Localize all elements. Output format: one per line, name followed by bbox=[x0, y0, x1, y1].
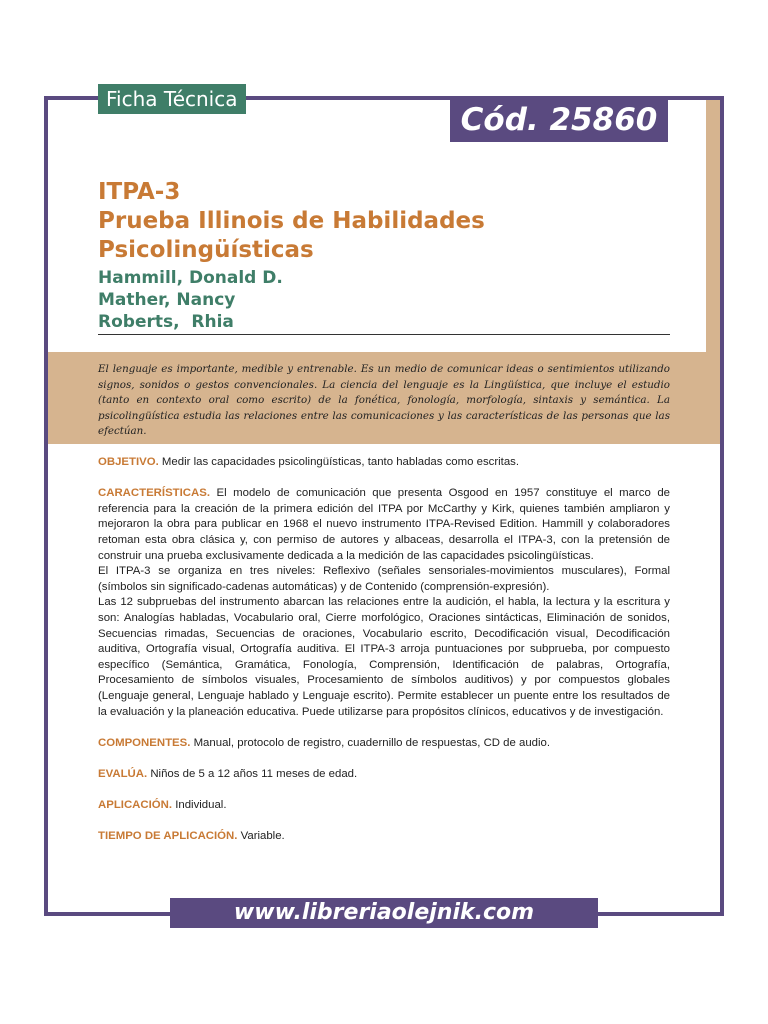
intro-text: El lenguaje es importante, medible y entrenable. Es un medio de comunicar ideas o sentimientos utilizando signos, sonidos o gestos convencionales. La ciencia del lenguaje es la Lingüística, que incluye el estudio (tanto en contexto oral como escrito) de la fonética, fonología, morfología, sintaxis y semántica. La psicolingüística estudia las relaciones entre las comunicaciones y las características de las personas que las efectúan. bbox=[98, 363, 670, 437]
section-text: Manual, protocolo de registro, cuadernillo de respuestas, CD de audio. bbox=[190, 736, 551, 749]
product-code-badge: Cód. 25860 bbox=[450, 98, 668, 142]
authors-list bbox=[98, 267, 283, 333]
section-componentes bbox=[98, 736, 670, 752]
section-paragraph: Las 12 subpruebas del instrumento abarcan las relaciones entre la audición, el habla, la lectura y la escritura y son: Analogías habladas, Vocabulario oral, Cierre morfológico, Oraciones sintácticas, Eliminación de sonidos, Secuencias rimadas, Secuencias de oraciones, Vocabulario escrito, Decodificación visual, Decodificación auditiva, Ortografía visual, Ortografía auditiva. El ITPA-3 arroja puntuaciones por subprueba, por compuesto específico (Semántica, Gramática, Fonología, Comprensión, Identificación de palabras, Ortografía, Procesamiento de símbolos visuales, Procesamiento de símbolos auditivos) y por compuestos globales (Lenguaje general, Lenguaje hablado y Lenguaje escrito). Permite establecer un puente entre los resultados de la evaluación y la planeación educativa. Puede utilizarse para propósitos clínicos, educativos y de investigación. bbox=[98, 596, 670, 718]
section-text: Individual. bbox=[172, 799, 227, 812]
section-label: COMPONENTES. bbox=[98, 736, 191, 749]
author: Mather, Nancy bbox=[98, 290, 236, 310]
section-label: APLICACIÓN. bbox=[98, 799, 173, 812]
title-line-3: Psicolingüísticas bbox=[98, 237, 314, 263]
section-paragraph: El ITPA-3 se organiza en tres niveles: Reflexivo (señales sensoriales-movimientos musculares), Formal (símbolos sin significado-cadenas automáticas) y de Contenido (comprensión-expresión). bbox=[98, 565, 670, 593]
section-text: Medir las capacidades psicolingüísticas, tanto habladas como escritas. bbox=[158, 456, 520, 468]
section-text: El modelo de comunicación que presenta Osgood en 1957 constituye el marco de referencia para la creación de la primera edición del ITPA por McCarthy y Kirk, quienes también ampliaron y mejoraron la obra para publicar en 1968 el nuevo instrumento ITPA-Revised Edition. Hammill y colaboradores retoman esta obra clásica y, con permiso de autores y albaceas, desarrolla el ITPA-3, con la pretensión de construir una prueba exclusivamente dedicada a la medición de las capacidades psicolingüísticas. bbox=[98, 487, 670, 562]
author: Hammill, Donald D. bbox=[98, 268, 283, 288]
section-text: Niños de 5 a 12 años 11 meses de edad. bbox=[147, 767, 358, 780]
section-label: EVALÚA. bbox=[98, 767, 148, 780]
section-label: OBJETIVO. bbox=[98, 456, 159, 468]
section-aplicacion bbox=[98, 798, 670, 814]
section-label: CARACTERÍSTICAS. bbox=[98, 487, 211, 500]
intro-panel bbox=[48, 352, 720, 444]
section-objetivo bbox=[98, 455, 670, 471]
description-body bbox=[98, 455, 670, 860]
divider bbox=[98, 334, 670, 335]
section-text: Variable. bbox=[237, 830, 285, 843]
title-line-1: ITPA-3 bbox=[98, 179, 181, 205]
document-title bbox=[98, 178, 485, 265]
section-caracteristicas bbox=[98, 486, 670, 564]
author: Roberts, Rhia bbox=[98, 312, 234, 332]
website-link[interactable]: www.libreriaolejnik.com bbox=[170, 898, 598, 928]
section-label: TIEMPO DE APLICACIÓN. bbox=[98, 830, 238, 843]
ficha-tecnica-tag: Ficha Técnica bbox=[98, 84, 246, 114]
section-evalua bbox=[98, 767, 670, 783]
title-line-2: Prueba Illinois de Habilidades bbox=[98, 208, 485, 234]
section-tiempo bbox=[98, 829, 670, 845]
decorative-band bbox=[706, 100, 720, 352]
